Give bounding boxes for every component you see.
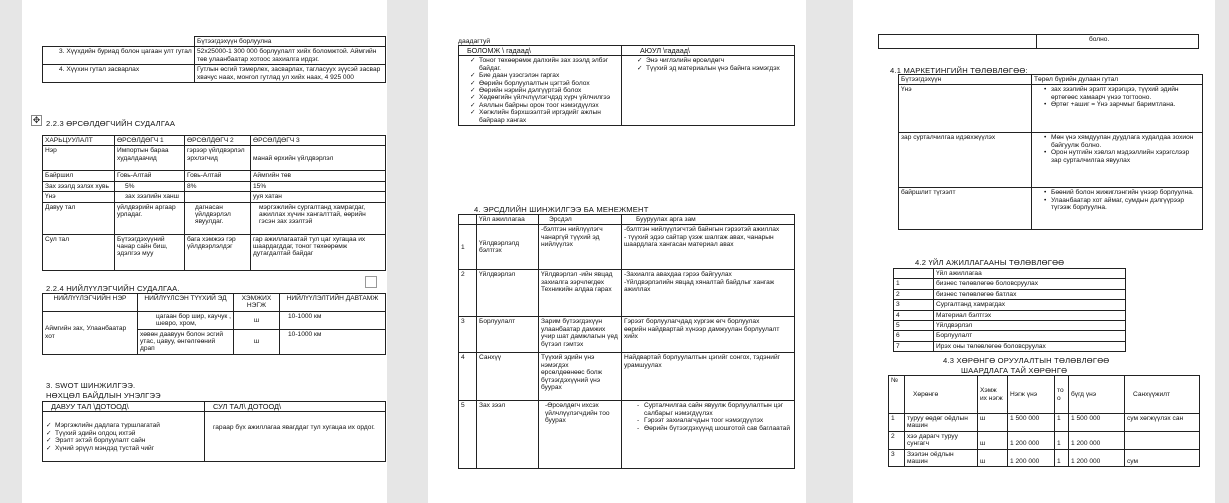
asset-cell: хээ дарагч туруу сунгагч <box>905 431 978 449</box>
section-heading-investment: 4.3 ХӨРӨНГӨ ОРУУЛАЛТЫН ТӨЛӨВЛӨГӨӨ <box>943 356 1110 365</box>
risk-desc: -Өрсөлдөгч ихсэх үйлчлүүлэгчдийн тоо буурах <box>539 401 622 469</box>
supplier-header-cell: НИЙЛҮҮЛЭЛТИЙН ДАВТАМЖ <box>280 294 386 312</box>
marketing-label: Үнэ <box>899 85 1032 133</box>
risk-activity: Зах зээл <box>477 401 539 469</box>
asset-cell: 1 200 000 <box>1008 449 1055 467</box>
activity-name: Үйлдвэрлэл <box>934 321 1126 331</box>
risk-desc: -бэлтгэн нийлүүлэгч чанаргүй түүхий эд нийлүүлэх <box>539 225 622 270</box>
selection-box-icon[interactable] <box>365 276 377 288</box>
section-heading-activity: 4.2 ҮЙЛ АЖИЛЛАГААНЫ ТӨЛӨВЛӨГӨӨ <box>915 258 1065 267</box>
activity-header: Үйл ажиллагаа <box>934 269 1126 279</box>
threat-item: ✓ Түүхий эд материалын үнэ байнга нэмэгдэх <box>636 65 792 72</box>
threat-item: ✓ Энэ чиглэлийн өрсөлдөгч <box>636 57 792 64</box>
row-number: 4. <box>59 66 65 74</box>
investment-subtitle: ШААРДЛАГА ТАЙ ХӨРӨНГӨ <box>961 366 1068 375</box>
marketing-item: • Бөөний болон жижиглэнгийн үнээр борлуулна. <box>1042 189 1200 196</box>
supplier-cell: ш <box>234 311 280 329</box>
weaknesses-header: СУЛ ТАЛ\ ДОТООД\ <box>205 402 386 412</box>
marketing-items-cell <box>1032 85 1203 133</box>
section-heading-marketing: 4.1 МАРКЕТИНГИЙН ТӨЛӨВЛӨГӨӨ: <box>890 66 1028 75</box>
competitor-cell: дагнасан үйлдвэрлэл явуулдаг. <box>185 202 251 234</box>
marketing-items-cell <box>1032 188 1203 230</box>
competitor-cell: Говь-Алтай <box>185 171 251 181</box>
competitor-cell: ууя хатан <box>251 192 386 202</box>
strength-item: ✓ Мэргэжлийн дадлага туршлагатай <box>45 422 202 429</box>
section-heading-suppliers: 2.2.4 НИЙЛҮҮЛЭГЧИЙН СУДАЛГАА. <box>46 284 180 293</box>
competitor-cell: Үнэ <box>43 192 115 202</box>
competitor-header-cell: ӨРСӨЛДӨГЧ 2 <box>185 136 251 146</box>
risk-mitigation: Гэрээт борлуулагчдад хүргэж өгч борлуулах өөрийн найдвартай хүнээр дамжуулан борлуулалт хийх <box>622 317 795 353</box>
opportunity-item: ✓ Хөгжлийн бэрхшээлтэй иргэдийг ажлын байраар хангах <box>469 109 619 124</box>
marketing-table <box>898 74 1203 230</box>
risk-num: 5 <box>459 401 477 469</box>
competitor-table <box>42 135 386 271</box>
activity-name: Материал бэлтгэх <box>934 310 1126 320</box>
continued-cell: болно. <box>1037 35 1199 49</box>
supplier-header-cell: ХЭМЖИХ НЭГЖ <box>234 294 280 312</box>
marketing-item: • Орон нутгийн хэвлэл мэдээллийн хэрэгслээр зар сурталчилгаа явуулах <box>1042 149 1200 164</box>
activity-num: 7 <box>894 341 934 351</box>
risk-header-cell: Үйл ажиллагаа <box>477 215 539 225</box>
products-table <box>42 36 386 83</box>
asset-cell: сум <box>1125 449 1200 467</box>
asset-cell: Зээлэн оёдлын машин <box>905 449 978 467</box>
competitor-cell: Сул тал <box>43 234 115 270</box>
supplier-cell: ш <box>234 329 280 354</box>
competitor-cell: гэрээр үйлдвэрлэл эрхлэгчид <box>185 146 251 171</box>
asset-cell: 1 200 000 <box>1008 431 1055 449</box>
section-heading-swot: 3. SWOT ШИНЖИЛГЭЭ. <box>46 381 136 390</box>
asset-header-cell: Хөрөнгө <box>905 376 978 414</box>
risk-mitigation: -Захиалга авахдаа гэрээ байгуулах -Үйлдвэрлэлийн явцад хяналтай байдлыг хангаж ажиллах <box>622 270 795 317</box>
marketing-header-cell: Бүтээгдэхүүн <box>899 75 1032 85</box>
supplier-cell: 10-1000 км <box>280 329 386 354</box>
activity-num: 5 <box>894 321 934 331</box>
competitor-cell: үйлдвэрийн аргаар урладаг. <box>115 202 185 234</box>
asset-cell: 2 <box>889 431 905 449</box>
mitigation-item: - Гэрээт захиалагчдын тоог нэмэгдүүлэх <box>636 417 792 424</box>
risk-activity: Санхүү <box>477 353 539 401</box>
supplier-table <box>42 293 386 355</box>
supplier-header-cell: НИЙЛҮҮЛСЭН ТҮҮХИЙ ЭД <box>138 294 234 312</box>
product-name: Хүүхин гутал засварлах <box>66 66 140 74</box>
asset-table <box>888 375 1200 467</box>
opportunities-header: БОЛОМЖ \ гадаад\ <box>459 46 622 56</box>
asset-cell: ш <box>978 449 1008 467</box>
mitigation-item: - Сурталчилгаа сайн явуулж борлуулалтын цэг салбарыг нэмэгдүүлэх <box>636 402 792 417</box>
activity-table <box>893 268 1126 352</box>
activity-name: бизнес төлөвлөгөө боловсруулах <box>934 279 1126 289</box>
competitor-header-cell: ӨРСӨЛДӨГЧ 1 <box>115 136 185 146</box>
strength-item: ✓ Хүний эрүүл мэндэд тустай чийг <box>45 445 202 452</box>
competitor-cell: Аймгийн төв <box>251 171 386 181</box>
activity-num: 6 <box>894 331 934 341</box>
opportunity-threat-table <box>458 45 795 126</box>
competitor-cell: гар ажиллагаатай тул цаг хугацаа их шаардагддаг, тоног төхөөрөмж дутагдалтай байдаг <box>251 234 386 270</box>
competitor-header-cell: ХАРЬЦУУЛАЛТ <box>43 136 115 146</box>
document-page-1 <box>22 0 387 503</box>
marketing-label: зар сурталчилгаа идэвхжүүлэх <box>899 133 1032 188</box>
risk-desc: Үйлдвэрлэл -ийн явцад захиалга ээрчлөгдөх Техникийн алдаа гарах <box>539 270 622 317</box>
asset-cell: 1 <box>1055 449 1069 467</box>
marketing-item: • зах зээлийн эрэлт хэрэгцээ, түүхий эдийн өртөгөөс хамаарч үнээ тогтооно. <box>1042 86 1200 101</box>
risk-header-cell: Эрсдэл <box>539 215 622 225</box>
competitor-cell: мэргэжлийн сургалтанд хамрагдаг, ажиллах хүчин хангалттай, өөрийн гэсэн зах зээлтэй <box>251 202 386 234</box>
risk-num: 2 <box>459 270 477 317</box>
swot-subtitle: НӨХЦӨЛ БАЙДЛЫН УНЭЛГЭЭ <box>46 391 161 400</box>
supplier-cell: цагаан бор шир, каучук , шевро, хром, <box>138 311 234 329</box>
asset-cell <box>1125 431 1200 449</box>
threats-cell <box>622 56 795 126</box>
product-desc-cell: 52х25000-1 300 000 борлуулалт хийх боломжтой. Аймгийн төв улаанбаатар хотоос захиалга ирдэг. <box>195 47 386 65</box>
competitor-cell: Импортын бараа худалдаачид <box>115 146 185 171</box>
mitigation-item: - Өөрийн бүтээгдэхүүнд шошготой сав баглаатай <box>636 425 792 432</box>
activity-num: 3 <box>894 300 934 310</box>
activity-name: Борлуулалт <box>934 331 1126 341</box>
risk-num: 1 <box>459 225 477 270</box>
risk-table <box>458 214 795 469</box>
risk-header-cell <box>459 215 477 225</box>
row-number: 3. <box>59 48 65 56</box>
section-heading-risk: 4. ЭРСДЛИЙН ШИНЖИЛГЭЭ БА МЕНЕЖМЕНТ <box>474 205 649 214</box>
asset-header-cell: Санхүүжилт <box>1125 376 1200 414</box>
asset-header-cell: бүгд үнэ <box>1069 376 1125 414</box>
competitor-cell: бага хэмжээ гэр үйлдвэрлэлдэг <box>185 234 251 270</box>
risk-desc: Зарим бүтээгдэхүүн улаанбаатар дамжих учир шат дамжлагын үед бүтээл гэмтэх <box>539 317 622 353</box>
competitor-cell: манай өрхийн үйлдвэрлэл <box>251 146 386 171</box>
activity-name: бизнес төлөвлөгөө батлах <box>934 289 1126 299</box>
page2-top-label: даадагтуй <box>458 38 491 45</box>
marketing-item: • Өртөг +ашиг = Үнэ зарчмыг баримтлана. <box>1042 101 1200 108</box>
opportunity-item: ✓ Аяллын байрны орон тоог нэмэгдүүлэх <box>469 102 619 109</box>
risk-header-cell: Бууруулах арга зам <box>622 215 795 225</box>
strengths-header: ДАВУУ ТАЛ \ДОТООД\ <box>43 402 205 412</box>
strength-item: ✓ Эрэлт эхтэй борлуулалт сайн <box>45 437 202 444</box>
marketing-label: байршлит түгээлт <box>899 188 1032 230</box>
marketing-item: • Улаанбаатар хот аймаг, сумдын дэлгүүрээр түгээж борлуулна. <box>1042 197 1200 212</box>
risk-mitigation <box>622 401 795 469</box>
asset-cell: 1 200 000 <box>1069 431 1125 449</box>
asset-header-cell: то о <box>1055 376 1069 414</box>
competitor-cell: Зах зээлд эзлэх хувь <box>43 181 115 191</box>
threats-header: АЮУЛ \гадаад\ <box>622 46 795 56</box>
document-page-2 <box>428 0 806 503</box>
supplier-header-cell: НИЙЛҮҮЛЭГЧИЙН НЭР <box>43 294 138 312</box>
asset-cell: 3 <box>889 449 905 467</box>
competitor-cell: 5% <box>115 181 185 191</box>
supplier-name-cell: Аймгийн зах, Улаанбаатар хот <box>43 311 138 354</box>
asset-cell: 1 <box>1055 414 1069 432</box>
risk-num: 3 <box>459 317 477 353</box>
competitor-cell: Давуу тал <box>43 202 115 234</box>
opportunity-item: ✓ Тоног төхөөрөмж далхийн зах зээлд элбэг байдаг. <box>469 57 619 72</box>
competitor-cell: Бүтээгдэхүүний чанар сайн биш, эдэлгээ муу <box>115 234 185 270</box>
asset-cell: 1 200 000 <box>1069 449 1125 467</box>
table-move-handle-icon[interactable]: ✥ <box>32 115 41 125</box>
risk-desc: Түүхий эдийн үнэ нэмэгдэх өрсөлдөөнөөс болж бүтээгдэхүүний үнэ буурах <box>539 353 622 401</box>
opportunity-item: ✓ Хөдөөгийн үйлчлүүлэгчдэд хүрч үйлчилгээ <box>469 94 619 101</box>
asset-cell: ш <box>978 431 1008 449</box>
strengths-cell <box>43 412 205 462</box>
asset-header-cell: Хэмж их нэгж <box>978 376 1008 414</box>
strength-item: ✓ Түүхий эдийн олдоц ихтэй <box>45 430 202 437</box>
competitor-cell: Байршил <box>43 171 115 181</box>
marketing-items-cell <box>1032 133 1203 188</box>
competitor-cell <box>185 192 251 202</box>
asset-cell: ш <box>978 414 1008 432</box>
asset-cell: 1 <box>1055 431 1069 449</box>
risk-activity: Үйлдвэрлэлд бэлтгэх <box>477 225 539 270</box>
asset-header-cell: Нэгж үнэ <box>1008 376 1055 414</box>
activity-name: Ирэх оны төлөвлөгөө боловсруулах <box>934 341 1126 351</box>
competitor-cell: 15% <box>251 181 386 191</box>
activity-num: 1 <box>894 279 934 289</box>
competitor-cell: Нэр <box>43 146 115 171</box>
products-header-cell: Бүтээгдэхүүн борлуулна <box>195 37 386 47</box>
swot-table <box>42 401 386 462</box>
marketing-header-cell: Төрөл бүрийн дулаан гутал <box>1032 75 1203 85</box>
competitor-cell: зах зээлийн ханш <box>115 192 185 202</box>
competitor-cell: 8% <box>185 181 251 191</box>
product-name-cell <box>43 65 195 83</box>
asset-header-cell: № <box>889 376 905 414</box>
marketing-item: • Мөн үнэ хямдуулан дуудлага худалдаа зохион байгуулж болно. <box>1042 134 1200 149</box>
product-desc-cell: Гутлын өсгий тэмерлех, засварлах, тагласуух зүүсэй засвар хвачус нааx, монгол гутлад ул хийх наах, 4 925 000 <box>195 65 386 83</box>
risk-mitigation: -бэлтгэн нийлүүлэгчтэй байнгын гэрээтэй ажиллах - түүхий эдээ сайтар үзэж шалгаж авах, чанарын шаардлага хангасан материал авах <box>622 225 795 270</box>
asset-cell: туруу өөдөг оёдлын машин <box>905 414 978 432</box>
product-name-cell <box>43 47 195 65</box>
opportunity-item: ✓ Өөрийн нэрийн дэлгүүртэй болох <box>469 87 619 94</box>
risk-mitigation: Найдвартай борлуулалтын цэгийг сонгох, тэдэнийг урамшуулах <box>622 353 795 401</box>
risk-num: 4 <box>459 353 477 401</box>
asset-cell: 1 500 000 <box>1069 414 1125 432</box>
product-name: Хүүхдийн буриад болон цагаан улт гутал <box>66 48 192 56</box>
weaknesses-cell: гараар бүх ажиллагаа явагддаг тул хугацаа их ордог. <box>205 412 386 462</box>
opportunity-item: ✓ Бие даан үзэсгэлэн гаргах <box>469 72 619 79</box>
risk-activity: Үйлдвэрлэл <box>477 270 539 317</box>
asset-cell: 1 <box>889 414 905 432</box>
activity-num: 4 <box>894 310 934 320</box>
document-page-3 <box>853 0 1215 503</box>
supplier-cell: 10-1000 км <box>280 311 386 329</box>
section-heading-competitors: 2.2.3 ӨРСӨЛДӨГЧИЙН СУДАЛГАА <box>46 119 176 128</box>
activity-num: 2 <box>894 289 934 299</box>
risk-activity: Борлуулалт <box>477 317 539 353</box>
competitor-cell: Говь-Алтай <box>115 171 185 181</box>
opportunity-item: ✓ Өөрийн борлуулалтын цэгтэй болох <box>469 80 619 87</box>
opportunities-cell <box>459 56 622 126</box>
competitor-header-cell: ӨРСӨЛДӨГЧ 3 <box>251 136 386 146</box>
asset-cell: 1 500 000 <box>1008 414 1055 432</box>
activity-name: Сургалтанд хамрагдах <box>934 300 1126 310</box>
asset-cell: сум хөгжүүлэх сан <box>1125 414 1200 432</box>
continued-table <box>878 34 1199 49</box>
supplier-cell: хөвөн даавуун болон эсгий утас, цавуу, өнгөлгөөний драп <box>138 329 234 354</box>
